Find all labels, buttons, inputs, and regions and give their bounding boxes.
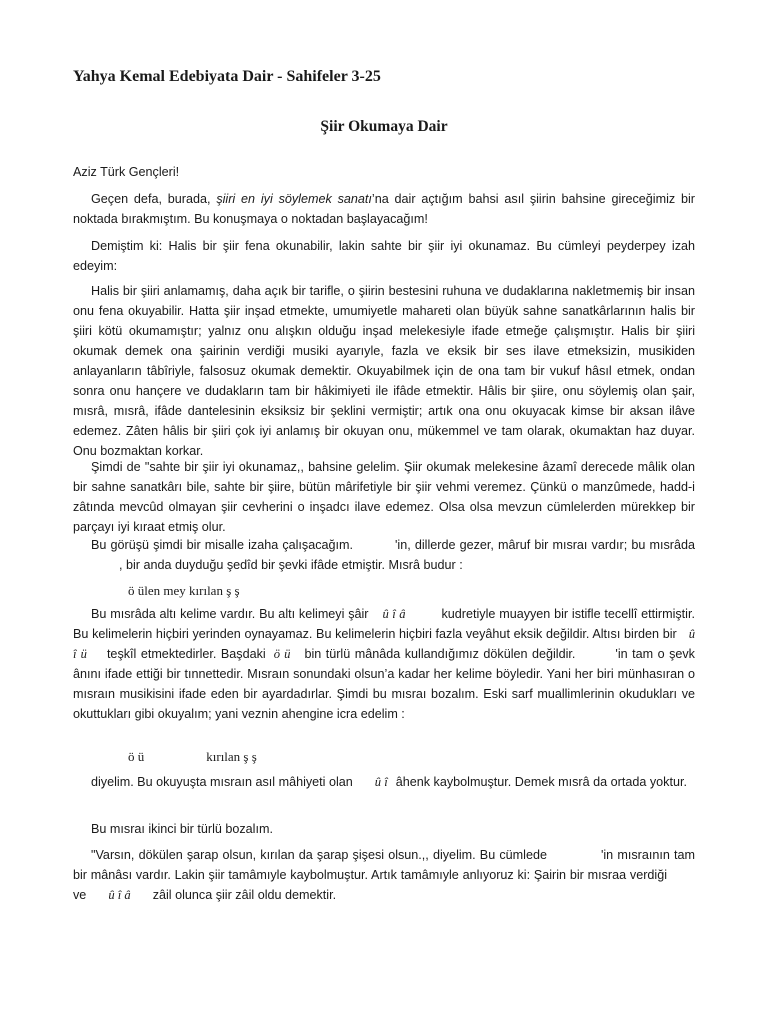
paragraph-6-symbols-1: û î â bbox=[382, 607, 406, 621]
paragraph-3: Halis bir şiiri anlamamış, daha açık bir tarifle, o şiirin bestesini ruhuna ve dudaklarına nakletmemiş bir insan onu fena okuyabilir. Hatta şiir inşad etmekte, umumiyetle mahareti olan büyük sahne sanatkârlarının halis bir şiiri kötü okumamıştır; yalnız onu alışkın olduğu inşad melekesiyle ifade etmeğe çalışmıştır. Halis bir şiiri okumak demek ona şairinin verdiği musiki ayarıyle, fazla ve eksik bir ses ilave etmeksizin, musikiden anlayanların tâbîriyle, falsosuz okumak demektir. Okuyabilmek için de ona tam bir vukuf hâsıl etmek, ondan sonra onu hançere ve dudakların tam bir hâkimiyeti ile ifâde etmektir. Hâlis bir şiire, onu söylemiş olan şair, mısrâ, mısrâ, ifâde dantelesinin eksiksiz bir şeklini vermiştir; artık ona onu okuyacak kimse bir aksan ilâve edemez. Zâten hâlis bir şiiri çok iyi anlamış bir okuyan onu, mükemmel ve tam olarak, okumaktan haz duyar. Onu bozmaktan korkar. bbox=[73, 284, 695, 458]
paragraph-9 bbox=[73, 845, 695, 905]
paragraph-1 bbox=[73, 189, 695, 229]
paragraph-7-symbols: û î bbox=[374, 775, 388, 789]
paragraph-6-text-a: Bu mısrâda altı kelime vardır. Bu altı kelimeyi şâir bbox=[91, 607, 369, 621]
paragraph-6-text-c: teşkîl etmektedirler. Başdaki bbox=[106, 647, 266, 661]
paragraph-4: Şimdi de "sahte bir şiir iyi okunamaz,, bahsine gelelim. Şiir okumak melekesine âzamî derecede mâlik olan bir sahne sanatkârı bile, sahte bir şiire, bütün mârifetiyle bir şiir vehmi veremez. Çünkü o manzûmede, hadd-i zâtında mevcûd olmayan şiir cevherini o inşadcı ilave edemez. Olsa olsa mevzun cümlelerden mürekkep bir parçayı iyi kıraat etmiş olur. bbox=[73, 460, 695, 534]
paragraph-6 bbox=[73, 604, 695, 724]
paragraph-6-text-d: bin türlü mânâda kullandığımız dökülen değildir. bbox=[304, 647, 576, 661]
document-title: Yahya Kemal Edebiyata Dair - Sahifeler 3-25 bbox=[73, 68, 381, 85]
paragraph-7-text-b: âhenk kaybolmuştur. Demek mısrâ da ortada yoktur. bbox=[395, 775, 687, 789]
verse-line-1: ö ülen mey kırılan ş ş bbox=[128, 583, 240, 598]
paragraph-2: Demiştim ki: Halis bir şiir fena okunabilir, lakin sahte bir şiir iyi okunamaz. Bu cümleyi peyderpey izah edeyim: bbox=[73, 239, 695, 273]
paragraph-9-text-d: zâil olunca şiir zâil oldu demektir. bbox=[152, 888, 337, 902]
paragraph-7-text-a: diyelim. Bu okuyuşta mısraın asıl mâhiyeti olan bbox=[91, 775, 353, 789]
paragraph-6-symbols-2: û î ü bbox=[73, 627, 695, 661]
paragraph-1-text-b: ’na dair açtığım bahsi asıl şiirin bahsine gireceğimiz bir noktada bırakmıştım. Bu konuşmaya o noktadan başlayacağım! bbox=[73, 192, 696, 226]
paragraph-6-text-b: kudretiyle muayyen bir istifle tecellî ettirmiştir. Bu kelimelerin hiçbiri yerinden oynayamaz. Bu kelimelerin hiçbiri fazla veyâhut eksik değildir. Altısı birden bir bbox=[73, 607, 695, 641]
paragraph-9-text-b: 'in mısraının tam bir mânâsı vardır. Lakin şiir tamâmıyle kaybolmuştur. Artık tamâmıyle anlıyoruz ki: Şairin bir mısraa verdiği bbox=[73, 848, 695, 882]
paragraph-5 bbox=[73, 535, 695, 575]
verse-line-2 bbox=[128, 749, 257, 765]
paragraph-9-text-c: ve bbox=[73, 888, 87, 902]
paragraph-8: Bu mısraı ikinci bir türlü bozalım. bbox=[91, 822, 273, 836]
section-title: Şiir Okumaya Dair bbox=[320, 118, 448, 135]
paragraph-1-emphasis: şiiri en iyi söylemek sanatı bbox=[216, 192, 372, 206]
paragraph-6-text-e: 'in tam o şevk ânını ifade ettiği bir tınnettedir. Mısraın sonundaki olsun’a kadar her kelime böyledir. Yani her biri münhasıran o mısraın musikisini ifade eden bir ayardadırlar. Şimdi bu mısraı bozalım. Eski sarf muallimlerinin okudukları ve okuttukları gibi okuyalım; yani veznin ahengine icra edelim : bbox=[73, 647, 695, 721]
paragraph-6-symbols-3: ö ü bbox=[273, 647, 291, 661]
paragraph-7 bbox=[73, 772, 695, 792]
paragraph-5-text-a: Bu görüşü şimdi bir misalle izaha çalışacağım. bbox=[91, 538, 354, 552]
greeting: Aziz Türk Gençleri! bbox=[73, 165, 180, 179]
paragraph-1-text-a: Geçen defa, burada, bbox=[91, 192, 217, 206]
paragraph-5-text-b: 'in, dillerde gezer, mâruf bir mısraı vardır; bu mısrâda bbox=[395, 538, 695, 552]
verse-line-2-part-b: kırılan ş ş bbox=[206, 749, 257, 764]
paragraph-9-text-a: "Varsın, dökülen şarap olsun, kırılan da şarap şişesi olsun.,, diyelim. Bu cümlede bbox=[91, 848, 547, 862]
paragraph-5-text-c: , bir anda duyduğu şedîd bir şevki ifâde etmiştir. Mısrâ budur : bbox=[119, 558, 463, 572]
verse-line-2-part-a: ö ü bbox=[128, 749, 145, 764]
paragraph-9-symbols: û î â bbox=[108, 888, 131, 902]
